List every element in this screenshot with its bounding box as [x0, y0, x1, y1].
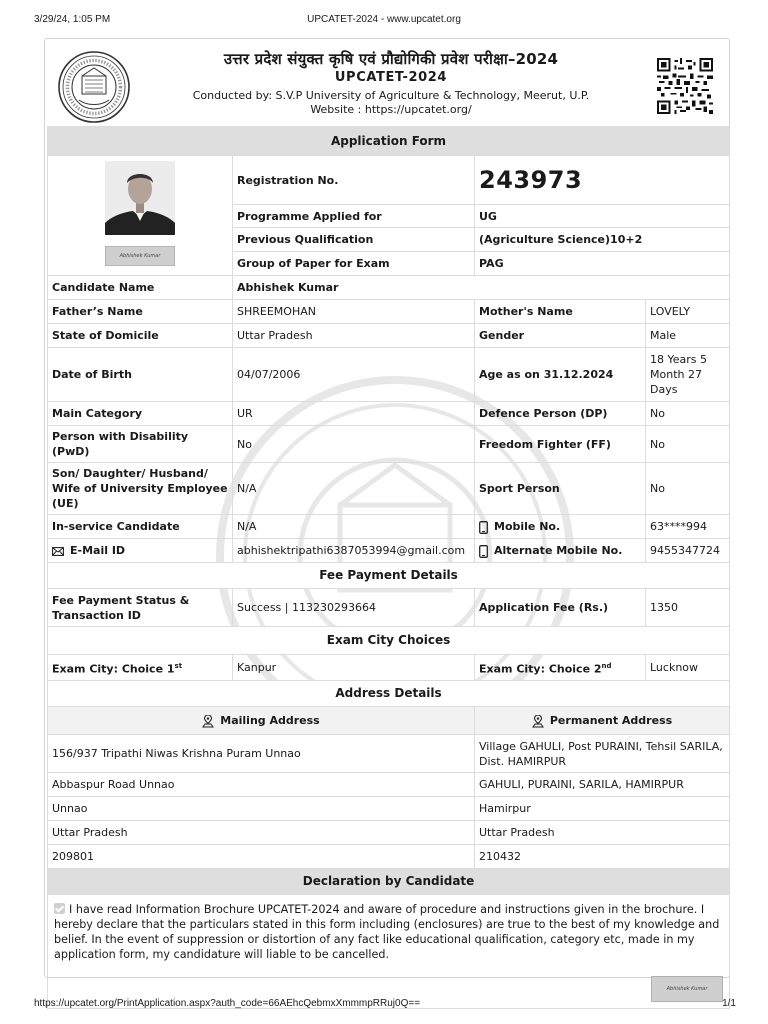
candidate-signature: Abhishek Kumar	[105, 246, 175, 266]
inservice-label: In-service Candidate	[48, 515, 233, 539]
permanent-address-pincode: 210432	[475, 845, 730, 869]
dob-label: Date of Birth	[48, 348, 233, 402]
print-page-title: UPCATET-2024 - www.upcatet.org	[307, 14, 461, 25]
permanent-address-header	[475, 707, 730, 735]
mailing-address-city: Unnao	[48, 797, 475, 821]
pwd-value: No	[233, 426, 475, 463]
category-value: UR	[233, 402, 475, 426]
conducted-by: Conducted by: S.V.P University of Agriculture & Technology, Meerut, U.P.	[192, 89, 590, 102]
exam-city-choice1-label: Exam City: Choice 1	[52, 662, 175, 676]
header-text	[141, 49, 641, 116]
candidate-name-label: Candidate Name	[48, 276, 233, 300]
sport-person-label: Sport Person	[475, 463, 646, 515]
mailing-address-state: Uttar Pradesh	[48, 821, 475, 845]
map-pin-icon	[202, 715, 214, 728]
alt-mobile-label-cell	[475, 539, 646, 563]
website: Website : https://upcatet.org/	[310, 103, 472, 116]
fee-status-value: Success | 113230293664	[233, 589, 475, 627]
mother-name-label: Mother's Name	[475, 300, 646, 324]
email-label-cell	[48, 539, 233, 563]
candidate-name-value: Abhishek Kumar	[233, 276, 730, 300]
mobile-phone-icon	[479, 521, 488, 534]
alt-mobile-label: Alternate Mobile No.	[494, 544, 623, 557]
email-value: abhishektripathi6387053994@gmail.com	[233, 539, 475, 563]
mailing-address-line2: Abbaspur Road Unnao	[48, 773, 475, 797]
mailing-address-label: Mailing Address	[220, 714, 320, 727]
domicile-value: Uttar Pradesh	[233, 324, 475, 348]
print-url: https://upcatet.org/PrintApplication.aspx?auth_code=66AEhcQebmxXmmmpRRuj0Q==	[34, 998, 421, 1009]
university-employee-label: Son/ Daughter/ Husband/ Wife of University Employee (UE)	[48, 463, 233, 515]
application-sheet	[44, 38, 730, 992]
registration-number: 243973	[475, 156, 730, 205]
application-fee-label: Application Fee (Rs.)	[475, 589, 646, 627]
section-fee-payment: Fee Payment Details	[48, 563, 730, 589]
age-value: 18 Years 5 Month 27 Days	[646, 348, 730, 402]
map-pin-icon	[532, 715, 544, 728]
freedom-fighter-value: No	[646, 426, 730, 463]
pwd-label: Person with Disability (PwD)	[48, 426, 233, 463]
university-seal-icon	[57, 50, 131, 124]
fee-status-label: Fee Payment Status & Transaction ID	[48, 589, 233, 627]
university-employee-value: N/A	[233, 463, 475, 515]
defence-label: Defence Person (DP)	[475, 402, 646, 426]
qr-code-icon	[657, 58, 713, 114]
exam-city-choice1-value: Kanpur	[233, 655, 475, 681]
permanent-address-label: Permanent Address	[549, 714, 673, 727]
domicile-label: State of Domicile	[48, 324, 233, 348]
declaration-cell	[48, 895, 730, 1009]
print-page-number: 1/1	[722, 998, 736, 1009]
gender-label: Gender	[475, 324, 646, 348]
mailing-address-pincode: 209801	[48, 845, 475, 869]
sport-person-value: No	[646, 463, 730, 515]
section-declaration: Declaration by Candidate	[48, 869, 730, 895]
application-form-table	[47, 126, 730, 1009]
section-exam-city: Exam City Choices	[48, 627, 730, 655]
mobile-value: 63****994	[646, 515, 730, 539]
mailing-address-header	[48, 707, 475, 735]
qualification-label: Previous Qualification	[233, 228, 475, 252]
exam-city-choice1-label-cell	[48, 655, 233, 681]
father-name-label: Father’s Name	[48, 300, 233, 324]
defence-value: No	[646, 402, 730, 426]
print-header	[0, 14, 768, 30]
declaration-text: I have read Information Brochure UPCATET-2024 and aware of procedure and instructions given in the brochure. I hereby declare that the particulars stated in this form including (enclosures) are true to the best of my knowledge and belief. In the event of suppression or distortion of any fact like educational qualification, category etc, made in my application form, my candidature will liable to be cancelled.	[54, 903, 720, 961]
mailing-address-line1: 156/937 Tripathi Niwas Krishna Puram Unnao	[48, 735, 475, 773]
mother-name-value: LOVELY	[646, 300, 730, 324]
paper-group-value: PAG	[475, 252, 730, 276]
photo-cell	[48, 156, 233, 276]
category-label: Main Category	[48, 402, 233, 426]
permanent-address-line2: GAHULI, PURAINI, SARILA, HAMIRPUR	[475, 773, 730, 797]
exam-city-choice2-value: Lucknow	[646, 655, 730, 681]
exam-city-choice1-sup: st	[174, 661, 183, 670]
hindi-exam-title: उत्तर प्रदेश संयुक्त कृषि एवं प्रौद्योगिकी प्रवेश परीक्षा–2024	[223, 50, 559, 68]
qualification-value: (Agriculture Science)10+2	[475, 228, 730, 252]
freedom-fighter-label: Freedom Fighter (FF)	[475, 426, 646, 463]
mobile-label-cell	[475, 515, 646, 539]
mobile-phone-icon	[479, 545, 488, 558]
permanent-address-city: Hamirpur	[475, 797, 730, 821]
section-application-form: Application Form	[48, 127, 730, 156]
declaration-checkbox[interactable]	[54, 903, 65, 914]
print-datetime: 3/29/24, 1:05 PM	[34, 14, 111, 25]
declaration-signature: Abhishek Kumar	[651, 976, 723, 1002]
form-header	[45, 39, 729, 125]
father-name-value: SHREEMOHAN	[233, 300, 475, 324]
permanent-address-state: Uttar Pradesh	[475, 821, 730, 845]
mobile-label: Mobile No.	[494, 520, 561, 533]
exam-city-choice2-label: Exam City: Choice 2	[479, 662, 602, 676]
inservice-value: N/A	[233, 515, 475, 539]
email-label: E-Mail ID	[70, 544, 126, 557]
permanent-address-line1: Village GAHULI, Post PURAINI, Tehsil SARILA, Dist. HAMIRPUR	[475, 735, 730, 773]
programme-label: Programme Applied for	[233, 205, 475, 228]
alt-mobile-value: 9455347724	[646, 539, 730, 563]
envelope-icon	[52, 547, 64, 556]
exam-title: UPCATET-2024	[334, 70, 448, 85]
section-address: Address Details	[48, 681, 730, 707]
exam-city-choice2-label-cell	[475, 655, 646, 681]
registration-label: Registration No.	[233, 156, 475, 205]
dob-value: 04/07/2006	[233, 348, 475, 402]
application-fee-value: 1350	[646, 589, 730, 627]
paper-group-label: Group of Paper for Exam	[233, 252, 475, 276]
programme-value: UG	[475, 205, 730, 228]
gender-value: Male	[646, 324, 730, 348]
candidate-photo	[105, 161, 175, 235]
age-label: Age as on 31.12.2024	[475, 348, 646, 402]
exam-city-choice2-sup: nd	[601, 661, 612, 670]
